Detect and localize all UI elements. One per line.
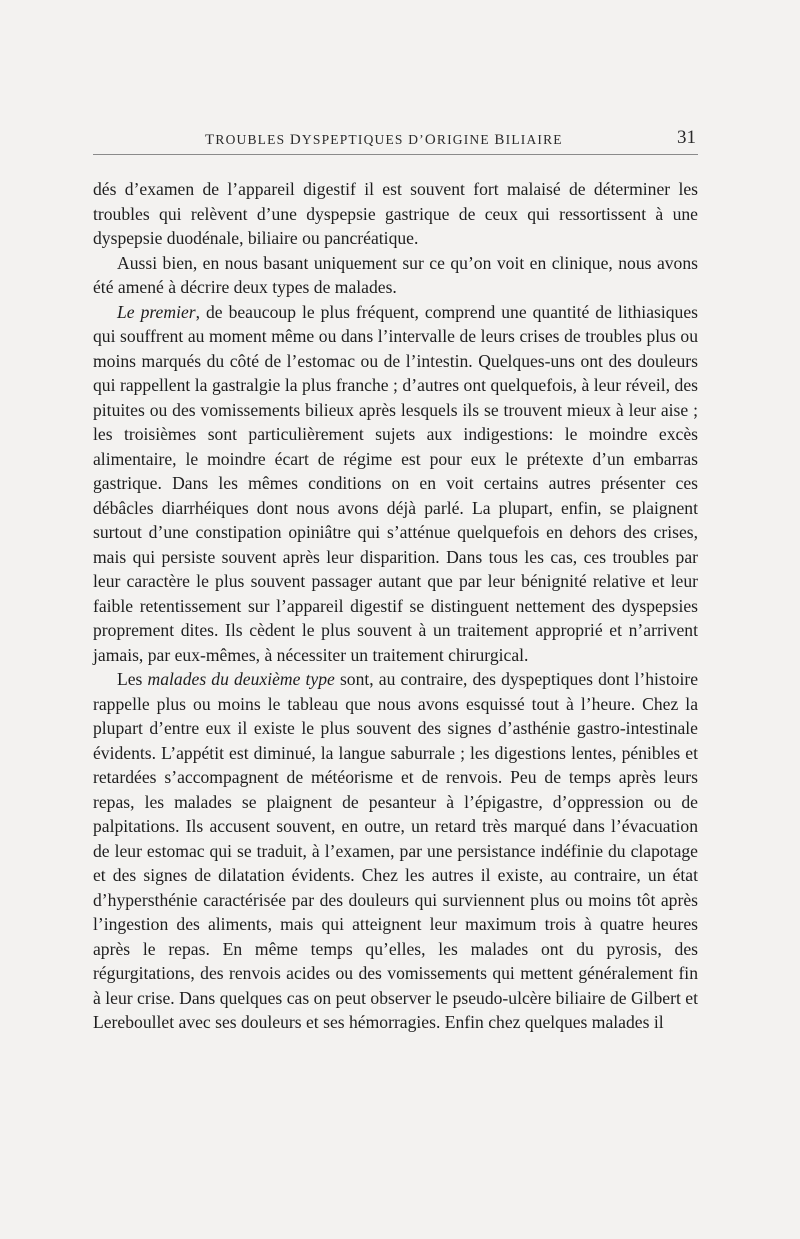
italic-lead: malades du deuxième type: [147, 669, 335, 689]
header-title: TROUBLES DYSPEPTIQUES D’ORIGINE BILIAIRE: [205, 132, 563, 148]
page-number: 31: [677, 127, 696, 148]
paragraph: dés d’examen de l’appareil digestif il est souvent fort malaisé de déterminer les troubles qui relèvent d’une dyspepsie gastrique de ceux qui ressortissent à une dyspepsie duodénale, biliaire ou pancréatique.: [93, 179, 698, 248]
paragraph: Les malades du deuxième type sont, au contraire, des dyspeptiques dont l’histoire rappelle plus ou moins le tableau que nous avons esquissé tout à l’heure. Chez la plupart d’entre eux il existe le plus souvent des signes d’asthénie gastro-intestinale évidents. L’appétit est diminué, la langue saburrale ; les digestions lentes, pénibles et retardées s’accompagnent de météorisme et de renvois. Peu de temps après leurs repas, les malades se plaignent de pesanteur à l’épigastre, d’oppression ou de palpitations. Ils accusent souvent, en outre, un retard très marqué dans l’évacuation de leur estomac qui se traduit, à l’examen, par une persistance indéfinie du clapotage et des signes de dilatation évidents. Chez les autres il existe, au contraire, un état d’hypersthénie caractérisée par des douleurs qui surviennent plus ou moins tôt après l’ingestion des aliments, mais qui atteignent leur maximum trois à quatre heures après le repas. En même temps qu’elles, les malades ont du pyrosis, des régurgitations, des renvois acides ou des vomissements qui mettent généralement fin à leur crise. Dans quelques cas on peut observer le pseudo-ulcère biliaire de Gilbert et Lereboullet avec ses douleurs et ses hémorragies. Enfin chez quelques malades il: [93, 669, 699, 1032]
italic-lead: Le premier: [117, 301, 196, 322]
body-text: [93, 177, 698, 1035]
paragraph: Aussi bien, en nous basant uniquement sur ce qu’on voit en clinique, nous avons été amené à décrire deux types de malades.: [93, 252, 698, 297]
running-header: [93, 124, 698, 155]
paragraph: Le premier, de beaucoup le plus fréquent, comprend une quantité de lithiasiques qui souffrent au moment même ou dans l’intervalle de leurs crises de troubles plus ou moins marqués du côté de l’estomac ou de l’intestin. Quelques-uns ont des douleurs qui rappellent la gastralgie la plus franche ; d’autres ont quelquefois, à leur réveil, des pituites ou des vomissements bilieux après lesquels ils se trouvent mieux à leur aise ; les troisièmes sont particulièrement sujets aux indigestions: le moindre excès alimentaire, le moindre écart de régime est pour eux le prétexte d’un embarras gastrique. Dans les mêmes conditions on en voit certains autres présenter ces débâcles diarrhéiques dont nous avons déjà parlé. La plupart, enfin, se plaignent surtout d’une constipation opiniâtre qui s’atténue quelquefois en dehors des crises, mais qui persiste souvent après leur disparition. Dans tous les cas, ces troubles par leur caractère le plus souvent passager autant que par leur bénignité relative et leur faible retentissement sur l’appareil digestif se distinguent nettement des dyspepsies proprement dites. Ils cèdent le plus souvent à un traitement approprié et n’arrivent jamais, par eux-mêmes, à nécessiter un traitement chirurgical.: [93, 301, 698, 665]
